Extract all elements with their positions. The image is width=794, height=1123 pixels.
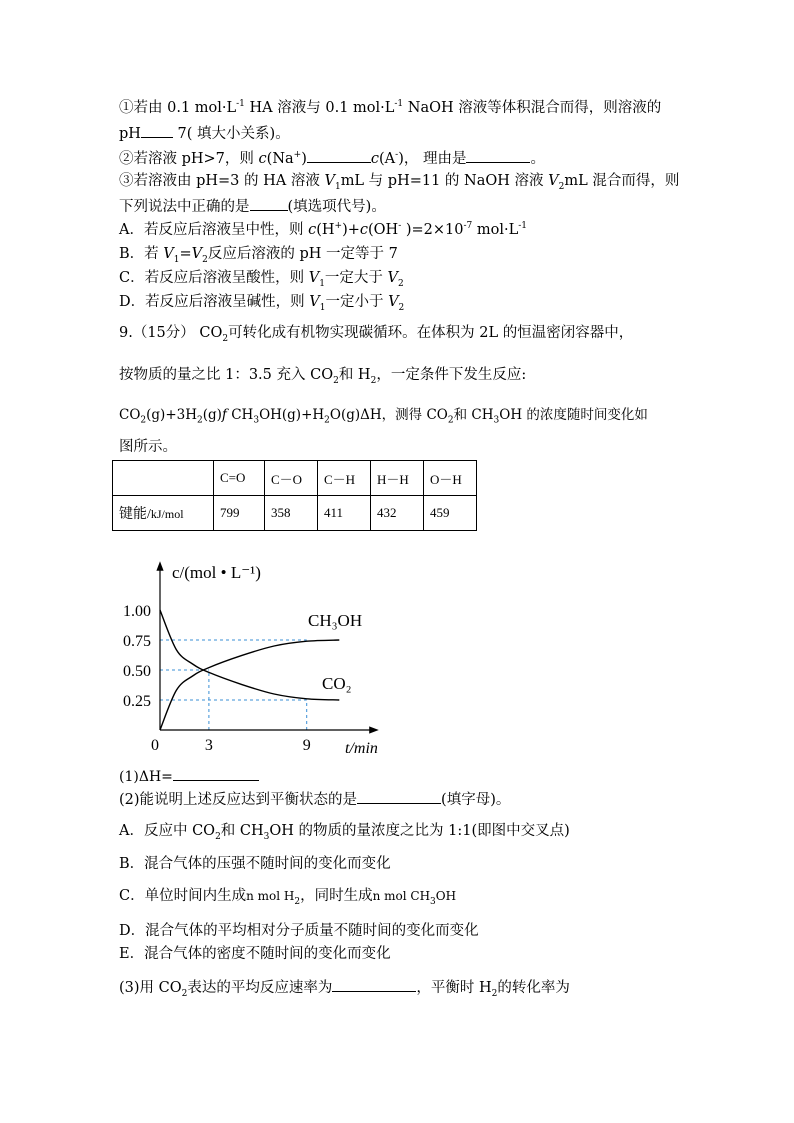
y-axis-label: c/(mol • L⁻¹) [172, 563, 261, 582]
answer-blank [357, 788, 441, 804]
q9-option-d: D．混合气体的平均相对分子质量不随时间的变化而变化 [119, 923, 479, 939]
answer-blank [332, 976, 416, 992]
concentration-time-chart [112, 558, 402, 758]
table-cell: 411 [318, 496, 371, 531]
q8-option-d: D．若反应后溶液呈碱性，则 $V_1$一定小于 $V_2$ [119, 294, 405, 313]
answer-blank [173, 765, 259, 781]
table-header-row [113, 461, 477, 496]
y-tick-label: 0.50 [123, 663, 151, 680]
x-axis-label: t/min [345, 740, 378, 757]
table-cell: 432 [371, 496, 424, 531]
answer-blank [466, 147, 530, 163]
table-header-cell: O－H [424, 461, 477, 496]
q8-line-4: ③若溶液由 pH=3 的 HA 溶液 $V_1mL$ 与 pH=11 的 NaOH 溶液 $V_2mL$ 混合而得，则 [119, 173, 680, 192]
y-tick-label: 0.25 [123, 693, 151, 710]
q9-line-1: 9.（15分） $CO_2$可转化成有机物实现碳循环。在体积为 2L 的恒温密闭容器中， [119, 325, 634, 344]
sub-question-3: (3)用 $CO_2$表达的平均反应速率为 ，平衡时 $H_2$的转化率为 [119, 976, 570, 998]
sub-question-1: (1)ΔH= [119, 765, 259, 787]
q8-line-3: ②若溶液 pH>7，则 c(Na+) c(A-)， 理由是 。 [119, 147, 545, 169]
q9-option-b: B．混合气体的压强不随时间的变化而变化 [119, 856, 391, 872]
table-header-cell: C－H [318, 461, 371, 496]
q8-option-b: B．若 $V_1=V_2$反应后溶液的 pH 一定等于 7 [119, 246, 398, 265]
table-row [113, 496, 477, 531]
guide-lines [160, 640, 307, 730]
bond-energy-table [112, 460, 477, 531]
table-header-cell: C－O [265, 461, 318, 496]
y-tick-label: 0.75 [123, 633, 151, 650]
x-tick-label: 0 [151, 737, 159, 754]
x-tick-label: 3 [204, 737, 213, 754]
q9-option-a: A．反应中 $CO_2$和 $CH_3OH$ 的物质的量浓度之比为 1:1(即图中交叉点) [119, 823, 570, 842]
q8-option-a: A．若反应后溶液呈中性，则 c(H+)+c(OH- )$=2\times 10^{-7}$ $mol\cdot L^{-1}$ [119, 221, 528, 238]
table-header-cell: C=O [214, 461, 265, 496]
q8-line-1: ①若由 0.1 $mol\cdot L^{-1}$ HA 溶液与 0.1 $mol\cdot L^{-1}$ NaOH 溶液等体积混合而得，则溶液的 [119, 99, 662, 116]
y-tick-label: 1.00 [123, 603, 151, 620]
answer-blank [250, 195, 288, 211]
q9-option-e: E．混合气体的密度不随时间的变化而变化 [119, 946, 391, 962]
q8-line-5: 下列说法中正确的是 (填选项代号)。 [119, 195, 386, 217]
series-label-ch3oh: CH₃OH [308, 611, 363, 630]
series-line-ch3oh [160, 640, 339, 730]
series-label-co2: CO₂ [322, 674, 352, 693]
q8-line-2: pH 7( 填大小关系)。 [119, 122, 290, 144]
table-cell: 799 [214, 496, 265, 531]
x-tick-label: 9 [302, 737, 311, 754]
q9-line-2: 按物质的量之比 1：3.5 充入 $CO_2$和 $H_2$，一定条件下发生反应: [119, 367, 527, 386]
table-header-cell [113, 461, 214, 496]
q8-option-c: C．若反应后溶液呈酸性，则 $V_1$一定大于 $V_2$ [119, 270, 404, 289]
answer-blank [307, 147, 371, 163]
answer-blank [141, 122, 173, 138]
q9-option-c: C．单位时间内生成n mol $H_2$，同时生成n mol $CH_3OH$ [119, 888, 457, 907]
table-row-label: 键能/kJ/mol [113, 496, 214, 531]
table-cell: 358 [265, 496, 318, 531]
table-header-cell: H－H [371, 461, 424, 496]
sub-question-2: (2)能说明上述反应达到平衡状态的是 (填字母)。 [119, 788, 510, 810]
q9-line-4: 图所示。 [119, 439, 177, 455]
tick-labels [123, 603, 311, 754]
table-cell: 459 [424, 496, 477, 531]
q9-equation-line: $CO_2(g)+3H_2(g)f$ $CH_3OH(g)+H_2O(g)\Delta H$，测得 $CO_2$和 $CH_3OH$ 的浓度随时间变化如 [119, 407, 648, 426]
